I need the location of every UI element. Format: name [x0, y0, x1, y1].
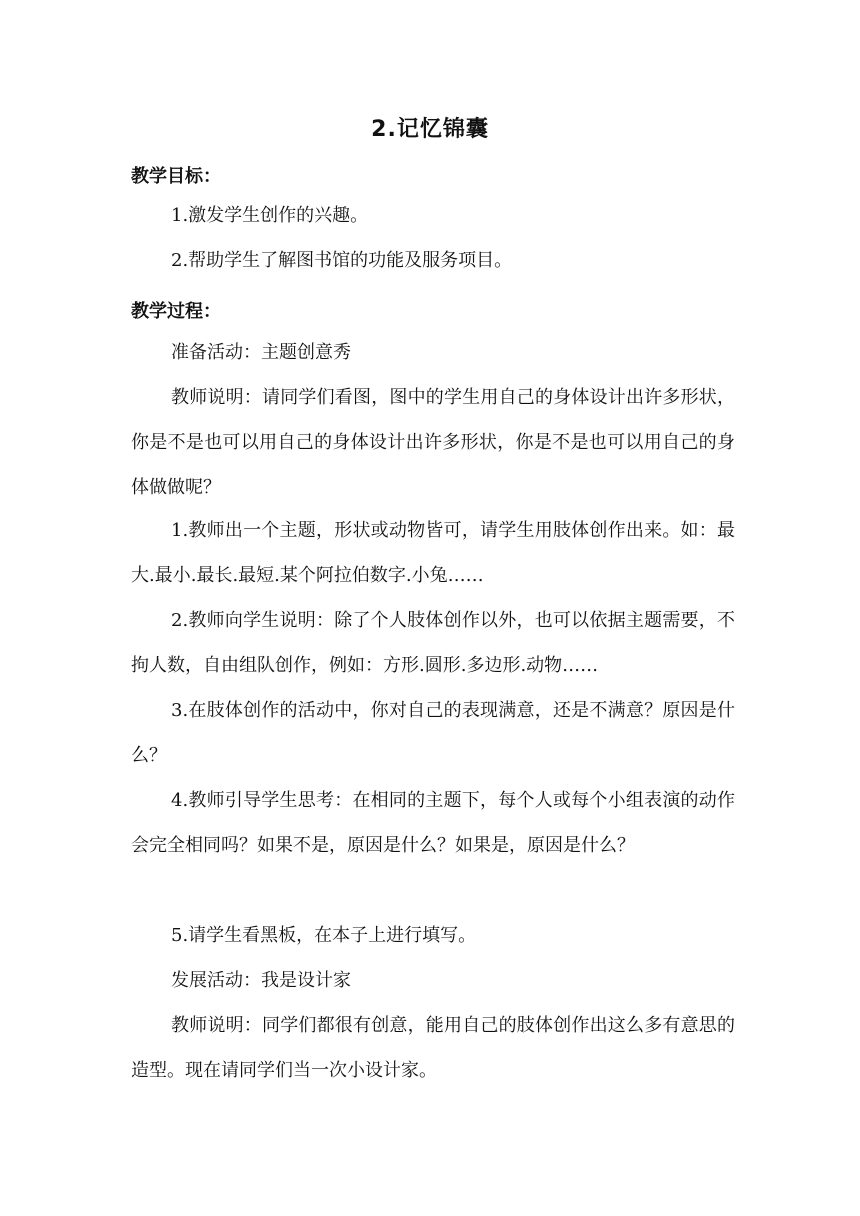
- dev-activity-label: 发展活动：我是设计家: [171, 970, 351, 991]
- step-5-paragraph: 5.请学生看黑板，在本子上进行填写。: [171, 925, 477, 946]
- step-4-paragraph: 4.教师引导学生思考：在相同的主题下，每个人或每个小组表演的动作会完全相同吗？如果不是，原因是什么？如果是，原因是什么？: [131, 790, 735, 856]
- heading-teaching-process: 教学过程：: [131, 301, 221, 322]
- prep-activity-label: 准备活动：主题创意秀: [171, 342, 351, 363]
- teacher-intro-paragraph: 教师说明：请同学们看图，图中的学生用自己的身体设计出许多形状，你是不是也可以用自己的身体设计出许多形状，你是不是也可以用自己的身体做做呢？: [131, 387, 735, 498]
- step-2-paragraph: 2.教师向学生说明：除了个人肢体创作以外，也可以依据主题需要，不拘人数，自由组队创作，例如：方形.圆形.多边形.动物……: [131, 610, 735, 676]
- document-title: 2.记忆锦囊: [371, 117, 489, 142]
- step-3-paragraph: 3.在肢体创作的活动中，你对自己的表现满意，还是不满意？原因是什么？: [131, 700, 735, 766]
- goal-item-1: 1.激发学生创作的兴趣。: [171, 205, 369, 226]
- teacher-closing-paragraph: 教师说明：同学们都很有创意，能用自己的肢体创作出这么多有意思的造型。现在请同学们当一次小设计家。: [131, 1015, 735, 1081]
- step-1-paragraph: 1.教师出一个主题，形状或动物皆可，请学生用肢体创作出来。如：最大.最小.最长.最短.某个阿拉伯数字.小兔……: [131, 520, 735, 586]
- goal-item-2: 2.帮助学生了解图书馆的功能及服务项目。: [171, 250, 513, 271]
- heading-teaching-goals: 教学目标：: [131, 166, 221, 187]
